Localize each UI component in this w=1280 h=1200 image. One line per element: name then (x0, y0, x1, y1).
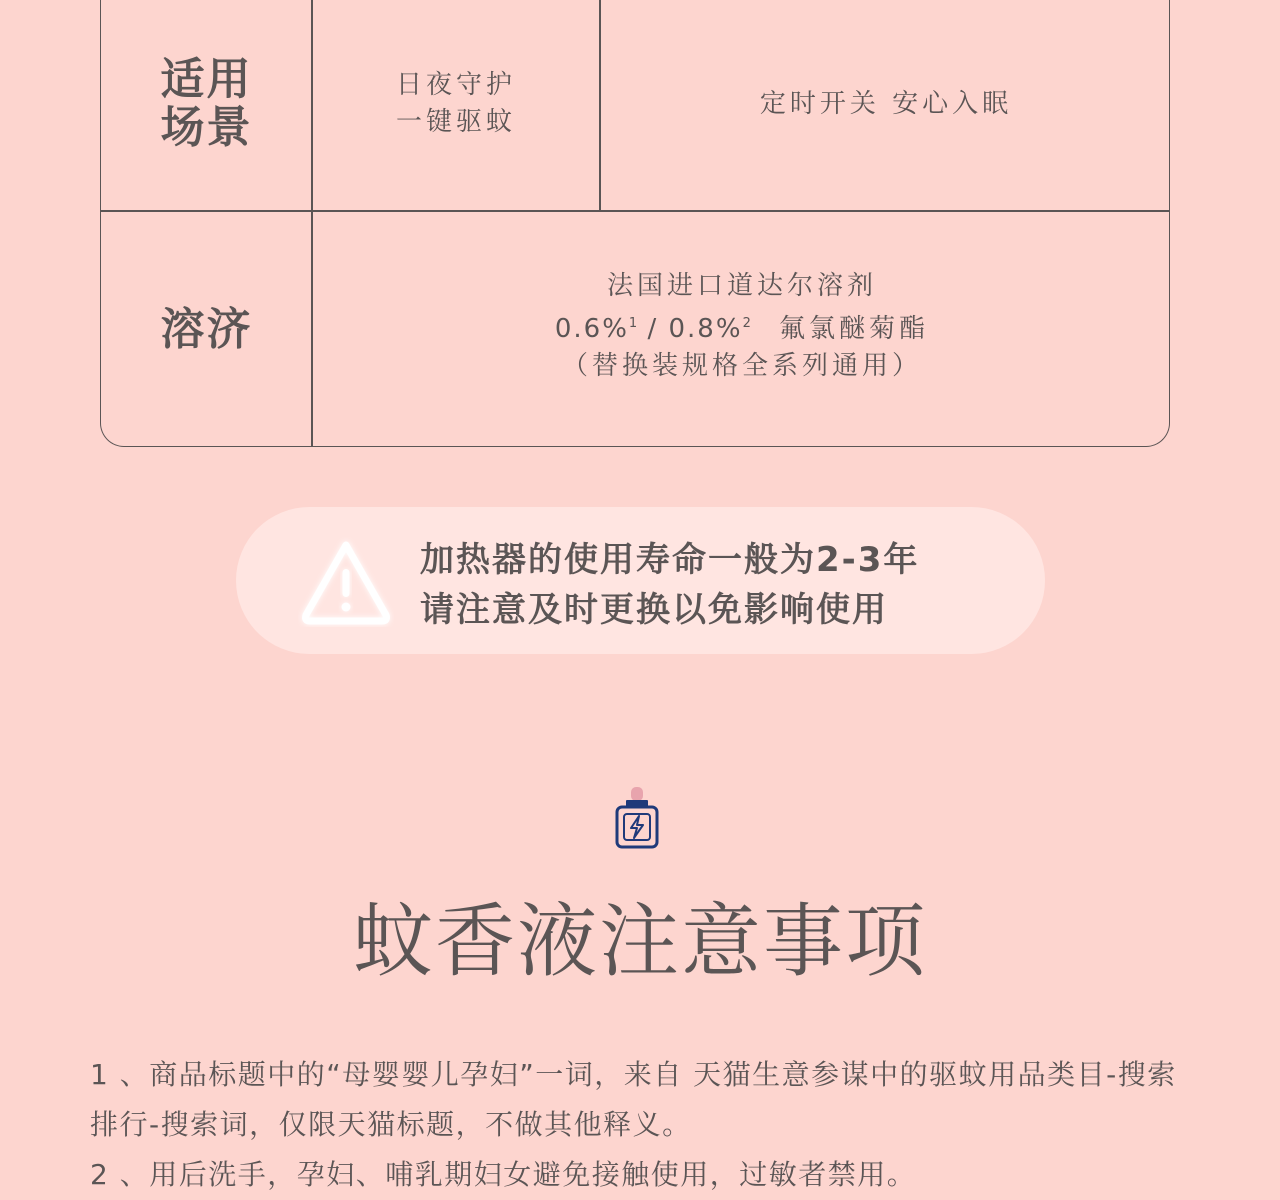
solvent-label: 溶济 (160, 303, 253, 355)
concentration-separator: / (637, 313, 669, 344)
scene-cell-timer (601, 0, 1171, 210)
scene-row-label (101, 0, 312, 210)
concentration-2: 0.8% (668, 313, 743, 344)
footnote-1: 1 (628, 315, 638, 331)
spec-table (100, 0, 1170, 447)
scene-label-line2: 场景 (160, 102, 253, 153)
concentration-1: 0.6% (554, 313, 629, 344)
scene-cell2-text: 定时开关 安心入眠 (759, 88, 1013, 119)
ingredient-name: 氟氯醚菊酯 (779, 313, 930, 344)
section-title: 蚊香液注意事项 (353, 895, 927, 988)
notes-list (90, 1050, 1200, 1200)
notice-text (420, 535, 919, 635)
solvent-line1: 法国进口道达尔溶剂 (606, 270, 877, 301)
solvent-cell (313, 212, 1171, 440)
solvent-row-label (101, 212, 312, 447)
footnote-2: 2 (742, 315, 751, 331)
solvent-line3: （替换装规格全系列通用） (561, 350, 922, 381)
notice-line1: 加热器的使用寿命一般为2-3年 (420, 540, 920, 580)
solvent-line2 (555, 305, 929, 348)
liquid-bottle-icon (612, 786, 662, 850)
notice-line2: 请注意及时更换以免影响使用 (420, 590, 888, 630)
scene-cell1-line1: 日夜守护 (395, 70, 516, 100)
scene-cell1-line2: 一键驱蚊 (395, 107, 516, 137)
lifespan-notice (236, 507, 1045, 654)
note-item-1: 1 、商品标题中的“母婴婴儿孕妇”一词，来自 天猫生意参谋中的驱蚊用品类目-搜索排行-搜索词，仅限天猫标题，不做其他释义。 (90, 1058, 1177, 1141)
note-item-2: 2 、用后洗手，孕妇、哺乳期妇女避免接触使用，过敏者禁用。 (90, 1158, 917, 1191)
scene-label-line1: 适用 (160, 54, 253, 105)
scene-cell-day-night (313, 0, 599, 210)
warning-icon (298, 537, 394, 627)
